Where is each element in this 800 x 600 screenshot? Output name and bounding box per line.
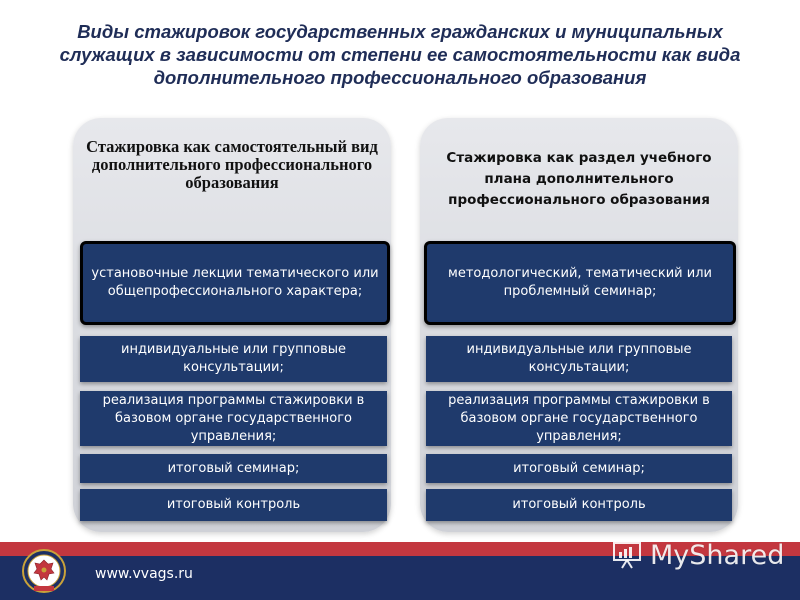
left-item-program: реализация программы стажировки в базовом органе государственного управления; (80, 391, 387, 446)
site-url-link[interactable]: www.vvags.ru (95, 566, 193, 582)
left-item-control: итоговый контроль (80, 489, 387, 521)
left-item-seminar: итоговый семинар; (80, 454, 387, 483)
panel-heading-left: Стажировка как самостоятельный вид дополнительного профессионального образования (86, 137, 378, 192)
presentation-board-icon (612, 540, 644, 570)
panel-heading-right: Стажировка как раздел учебного плана дополнительного профессионального образования (446, 150, 712, 208)
slide-title: Виды стажировок государственных гражданских и муниципальных служащих в зависимости от степени ее самостоятельности как вида дополнительного профессионального образования (59, 21, 741, 88)
left-item-lectures: установочные лекции тематического или общепрофессионального характера; (80, 241, 390, 325)
watermark-text: MyShared (650, 539, 785, 571)
panel-standalone-internship (73, 118, 391, 532)
panel-curriculum-internship (420, 118, 738, 532)
right-item-program: реализация программы стажировки в базовом органе государственного управления; (426, 391, 732, 446)
coat-of-arms-icon (22, 548, 66, 594)
right-item-seminar-methodological: методологический, тематический или проблемный семинар; (424, 241, 736, 325)
watermark (612, 538, 784, 572)
right-item-seminar: итоговый семинар; (426, 454, 732, 483)
right-item-consultations: индивидуальные или групповые консультации; (426, 336, 732, 382)
left-item-consultations: индивидуальные или групповые консультации; (80, 336, 387, 382)
right-item-control: итоговый контроль (426, 489, 732, 521)
